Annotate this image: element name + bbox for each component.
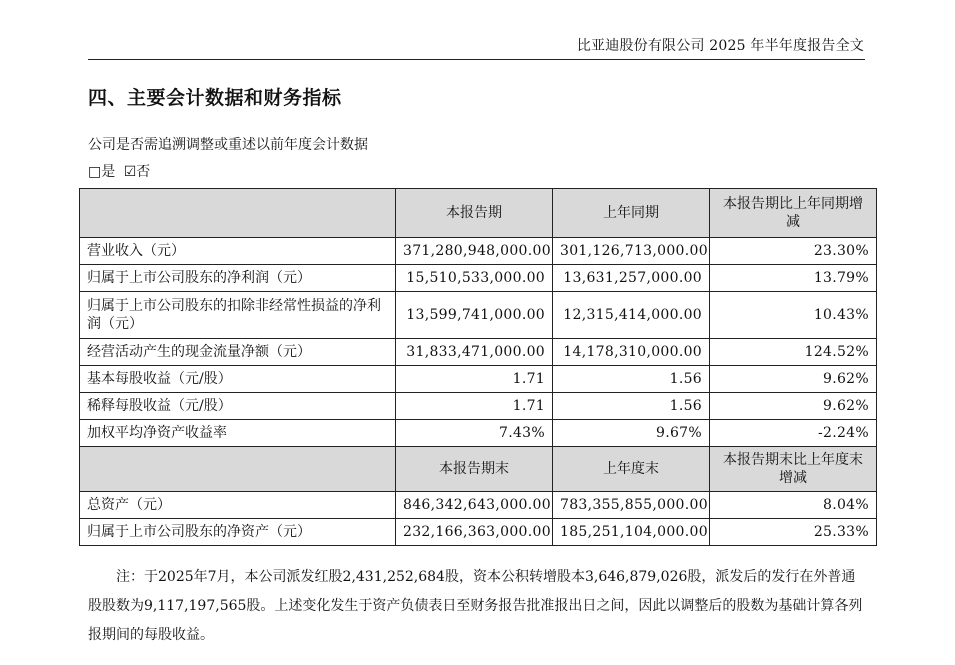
change-value: 23.30% bbox=[710, 238, 877, 265]
change-value: 13.79% bbox=[710, 265, 877, 292]
section-title: 四、主要会计数据和财务指标 bbox=[88, 87, 342, 109]
header-change-end: 本报告期末比上年度末增减 bbox=[710, 447, 877, 492]
row-label: 加权平均净资产收益率 bbox=[80, 420, 396, 447]
table-row bbox=[80, 519, 877, 546]
option-no-checkbox[interactable]: ☑否 bbox=[123, 164, 151, 180]
prior-value: 14,178,310,000.00 bbox=[553, 339, 710, 366]
header-empty-cell bbox=[80, 189, 396, 238]
current-value: 232,166,363,000.00 bbox=[396, 519, 553, 546]
current-value: 1.71 bbox=[396, 366, 553, 393]
current-value: 31,833,471,000.00 bbox=[396, 339, 553, 366]
row-label: 基本每股收益（元/股） bbox=[80, 366, 396, 393]
prior-value: 301,126,713,000.00 bbox=[553, 238, 710, 265]
current-value: 13,599,741,000.00 bbox=[396, 292, 553, 339]
header-empty-cell bbox=[80, 447, 396, 492]
prior-value: 12,315,414,000.00 bbox=[553, 292, 710, 339]
change-value: -2.24% bbox=[710, 420, 877, 447]
table-row bbox=[80, 238, 877, 265]
current-value: 846,342,643,000.00 bbox=[396, 492, 553, 519]
change-value: 124.52% bbox=[710, 339, 877, 366]
header-divider bbox=[88, 59, 865, 60]
table-row bbox=[80, 492, 877, 519]
table-header-row-2 bbox=[80, 447, 877, 492]
header-current-period-end: 本报告期末 bbox=[396, 447, 553, 492]
prior-value: 13,631,257,000.00 bbox=[553, 265, 710, 292]
change-value: 9.62% bbox=[710, 366, 877, 393]
prior-value: 9.67% bbox=[553, 420, 710, 447]
prior-value: 1.56 bbox=[553, 393, 710, 420]
restatement-options bbox=[88, 161, 154, 181]
prior-value: 783,355,855,000.00 bbox=[553, 492, 710, 519]
current-value: 1.71 bbox=[396, 393, 553, 420]
document-header: 比亚迪股份有限公司 2025 年半年度报告全文 bbox=[576, 38, 864, 54]
financial-indicators-table bbox=[79, 188, 877, 546]
table-header-row bbox=[80, 189, 877, 238]
option-yes-checkbox[interactable]: □是 bbox=[88, 164, 116, 180]
row-label: 稀释每股收益（元/股） bbox=[80, 393, 396, 420]
table-row bbox=[80, 292, 877, 339]
restatement-question: 公司是否需追溯调整或重述以前年度会计数据 bbox=[88, 137, 368, 153]
header-prior-period: 上年同期 bbox=[553, 189, 710, 238]
row-label: 经营活动产生的现金流量净额（元） bbox=[80, 339, 396, 366]
row-label: 归属于上市公司股东的扣除非经常性损益的净利润（元） bbox=[80, 292, 396, 339]
current-value: 7.43% bbox=[396, 420, 553, 447]
prior-value: 185,251,104,000.00 bbox=[553, 519, 710, 546]
row-label: 总资产（元） bbox=[80, 492, 396, 519]
row-label: 营业收入（元） bbox=[80, 238, 396, 265]
change-value: 8.04% bbox=[710, 492, 877, 519]
current-value: 371,280,948,000.00 bbox=[396, 238, 553, 265]
footnote: 注：于2025年7月，本公司派发红股2,431,252,684股，资本公积转增股本3,646,879,026股，派发后的发行在外普通股股数为9,117,197,565股。上述变化发生于资产负债表日至财务报告批准报出日之间，因此以调整后的股数为基础计算各列报期间的每股收益。 bbox=[88, 569, 863, 643]
change-value: 25.33% bbox=[710, 519, 877, 546]
prior-value: 1.56 bbox=[553, 366, 710, 393]
table-row bbox=[80, 420, 877, 447]
current-value: 15,510,533,000.00 bbox=[396, 265, 553, 292]
change-value: 10.43% bbox=[710, 292, 877, 339]
row-label: 归属于上市公司股东的净资产（元） bbox=[80, 519, 396, 546]
table-row bbox=[80, 366, 877, 393]
header-current-period: 本报告期 bbox=[396, 189, 553, 238]
table-row bbox=[80, 265, 877, 292]
table-row bbox=[80, 393, 877, 420]
header-prior-year-end: 上年度末 bbox=[553, 447, 710, 492]
row-label: 归属于上市公司股东的净利润（元） bbox=[80, 265, 396, 292]
change-value: 9.62% bbox=[710, 393, 877, 420]
header-change: 本报告期比上年同期增减 bbox=[710, 189, 877, 238]
table-row bbox=[80, 339, 877, 366]
